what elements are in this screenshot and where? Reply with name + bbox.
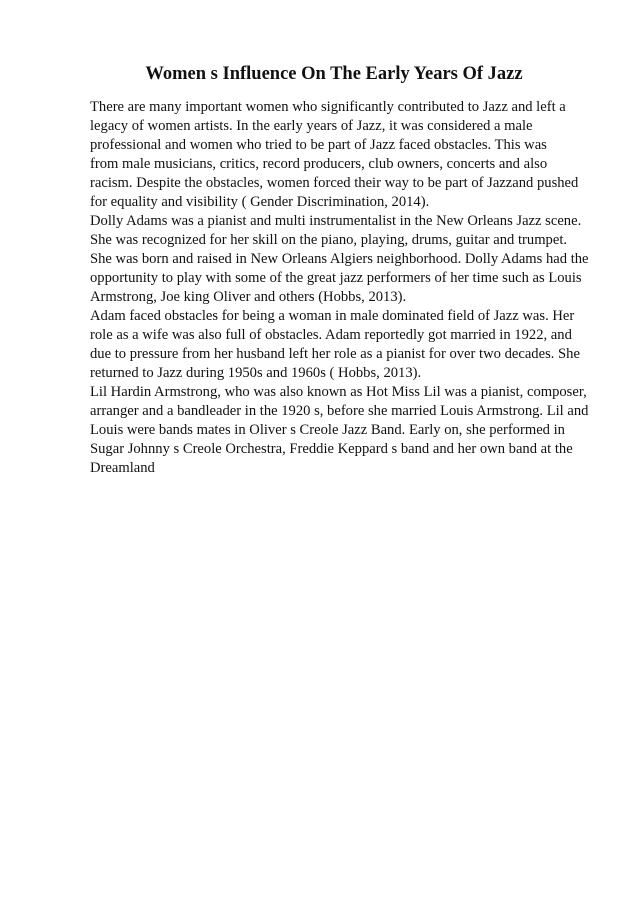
body-line: for equality and visibility ( Gender Discrimination, 2014). — [90, 194, 430, 210]
body-line: legacy of women artists. In the early years of Jazz, it was considered a male — [90, 118, 533, 134]
body-line: Sugar Johnny s Creole Orchestra, Freddie Keppard s band and her own band at the — [90, 441, 573, 457]
body-line: opportunity to play with some of the great jazz performers of her time such as Louis — [90, 270, 582, 286]
body-line: Louis were bands mates in Oliver s Creole Jazz Band. Early on, she performed in — [90, 422, 565, 438]
body-line: professional and women who tried to be part of Jazz faced obstacles. This was — [90, 137, 547, 153]
body-line: Armstrong, Joe king Oliver and others (Hobbs, 2013). — [90, 289, 407, 305]
document-title: Women s Influence On The Early Years Of Jazz — [145, 64, 523, 84]
body-line: Dolly Adams was a pianist and multi instrumentalist in the New Orleans Jazz scene. — [90, 213, 582, 229]
body-line: She was born and raised in New Orleans Algiers neighborhood. Dolly Adams had the — [90, 251, 589, 267]
body-line: due to pressure from her husband left her role as a pianist for over two decades. She — [90, 346, 580, 362]
body-line: arranger and a bandleader in the 1920 s, before she married Louis Armstrong. Lil and — [90, 403, 589, 419]
body-line: returned to Jazz during 1950s and 1960s ( Hobbs, 2013). — [90, 365, 422, 381]
body-line: from male musicians, critics, record producers, club owners, concerts and also — [90, 156, 548, 172]
body-line: There are many important women who significantly contributed to Jazz and left a — [90, 99, 566, 115]
body-line: Dreamland — [90, 460, 155, 476]
body-line: She was recognized for her skill on the piano, playing, drums, guitar and trumpet. — [90, 232, 568, 248]
body-line: racism. Despite the obstacles, women forced their way to be part of Jazzand pushed — [90, 175, 579, 191]
body-line: Adam faced obstacles for being a woman in male dominated field of Jazz was. Her — [90, 308, 575, 324]
document-body — [90, 98, 600, 478]
body-line: role as a wife was also full of obstacles. Adam reportedly got married in 1922, and — [90, 327, 572, 343]
body-line: Lil Hardin Armstrong, who was also known as Hot Miss Lil was a pianist, composer, — [90, 384, 587, 400]
